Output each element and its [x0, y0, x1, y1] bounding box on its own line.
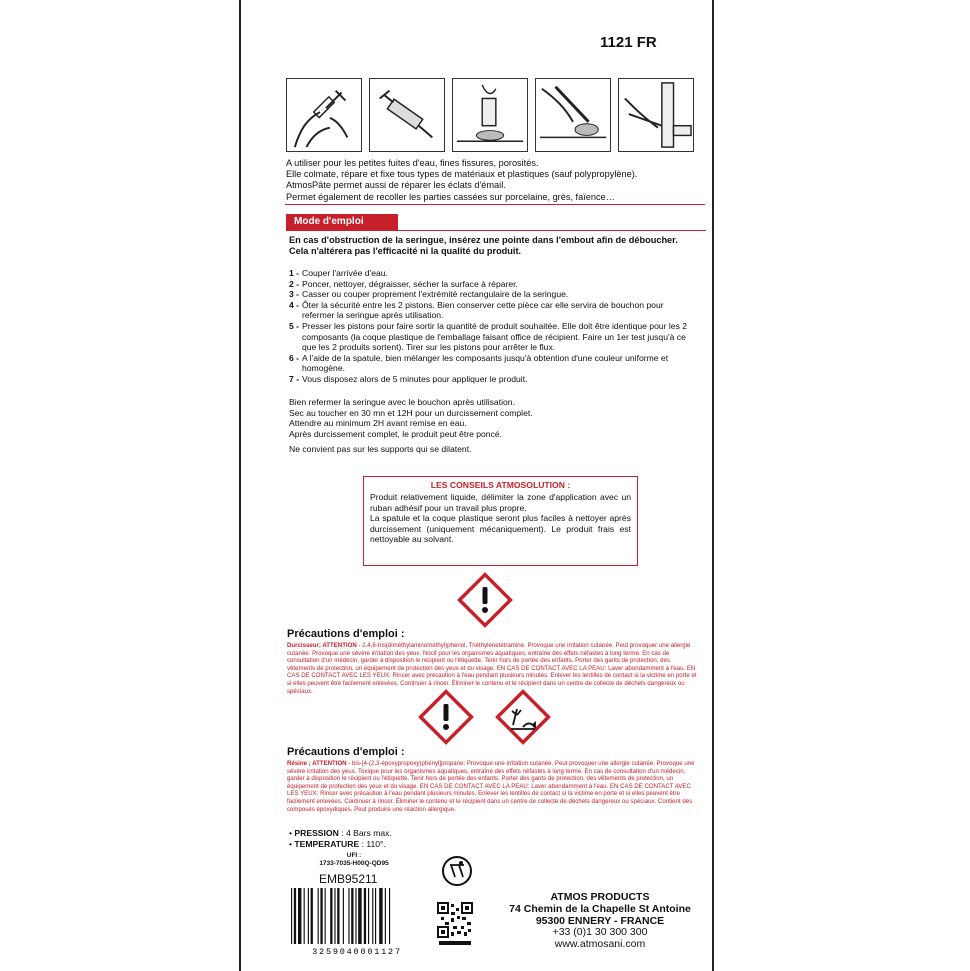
syringe-icon	[369, 78, 445, 152]
barcode-bar	[330, 888, 332, 944]
intro-text	[286, 158, 706, 203]
environment-hazard-icon	[495, 689, 551, 745]
emb-code: EMB95211	[319, 872, 378, 886]
barcode-bar	[343, 888, 344, 944]
barcode-bar	[355, 888, 356, 944]
precautions-durcisseur-title: Précautions d'emploi :	[287, 628, 405, 640]
barcode-bar	[348, 888, 349, 944]
product-reference: 1121 FR	[600, 34, 657, 51]
recycling-info-icon	[441, 855, 473, 893]
list-item: 5 - Presser les pistons pour faire sortir la quantité de produit souhaitée. Elle doit être identique pour les 2 composants (la coque plastique de l'emballage faisant office de récipient. Faire un 1er test jusqu'à ce que les 2 produits sortent). Tirer sur les pistons pour arrêter le flux.	[289, 320, 688, 353]
company-phone: +33 (0)1 30 300 300	[552, 926, 648, 939]
intro-line: AtmosPâte permet aussi de réparer les éclats d'émail.	[286, 180, 506, 191]
ufi-label: UFI :	[346, 852, 362, 859]
barcode-bar	[385, 888, 386, 944]
note-line: Après durcissement complet, le produit peut être poncé.	[289, 428, 503, 439]
barcode-bar	[372, 888, 373, 944]
dispense-icon	[452, 78, 528, 152]
barcode-bar	[334, 888, 335, 944]
barcode-bar	[304, 888, 305, 944]
precautions-durcisseur-text: Durcisseur; ATTENTION - 2,4,6-tris(diméthylaminométhyl)phénol, Triéthylènetétramine. Provoque une irritation cutanée. Peut provoquer une allergie cutanée. Provoque une sévère irritation des yeux. Nocif pour les organismes aquatiques, entraîne des effets néfastes à long terme. En cas de consultation d'un médecin, garder à disposition le récipient ou l'étiquette. Tenir hors de portée des enfants. Porter des gants de protection, des vêtements de protection, un équipement de protection des yeux et du visage. EN CAS DE CONTACT AVEC LA PEAU: Laver abondamment à l'eau. EN CAS DE CONTACT AVEC LES YEUX: Rincer avec précaution à l'eau pendant plusieurs minutes. Enlever les lentilles de contact si la victime en porte et si elles peuvent être facilement enlevées. Continuer à rincer. Éliminer le contenu et le récipient dans un centre de collecte de déchets dangereux ou spéciaux.	[287, 642, 697, 695]
company-city: 95300 ENNERY - FRANCE	[535, 914, 665, 927]
mode-emploi-title: Mode d'emploi	[286, 214, 398, 230]
pressure-spec: • PRESSION : 4 Bars max.	[289, 828, 392, 838]
note-line: Sec au toucher en 30 mn et 12H pour un durcissement complet.	[289, 407, 533, 418]
conseils-text: La spatule et la coque plastique seront plus faciles à nettoyer après durcissement (uniquement mécaniquement). Le produit frais est nettoyable au solvant.	[370, 513, 631, 545]
intro-line: Elle colmate, répare et fixe tous types de matériaux et plastiques (sauf polypropylène).	[286, 169, 638, 180]
barcode-bar	[368, 888, 369, 944]
note-line: Bien refermer la seringue avec le bouchon après utilisation.	[289, 397, 515, 407]
pipe-repair-icon	[618, 78, 694, 152]
barcode-bar	[298, 888, 301, 944]
list-item: 7 - Vous disposez alors de 5 minutes pour appliquer le produit.	[289, 373, 528, 384]
note-line: Ne convient pas sur les supports qui se dilatent.	[289, 444, 472, 455]
company-address	[495, 892, 705, 951]
usage-pictograms	[286, 78, 694, 152]
obstruction-warning: En cas d'obstruction de la seringue, insérez une pointe dans l'embout afin de déboucher. Cela n'altérera pas l'efficacité ni la qualité du produit.	[289, 235, 678, 256]
ufi-value: 1733-7035-H00Q-QD95	[319, 860, 389, 867]
note-line: Attendre au minimum 2H avant remise en eau.	[289, 418, 467, 429]
product-specs	[289, 828, 392, 850]
conseils-text: Produit relativement liquide, délimiter la zone d'application avec un ruban adhésif pour un travail plus propre.	[370, 492, 631, 513]
company-website[interactable]: www.atmosani.com	[554, 938, 646, 951]
conseils-title: LES CONSEILS ATMOSOLUTION :	[430, 480, 571, 490]
instruction-steps	[289, 268, 689, 385]
qr-code-icon	[437, 902, 473, 946]
precautions-resine-title: Précautions d'emploi :	[287, 746, 405, 758]
list-item: 3 - Casser ou couper proprement l'extrémité rectangulaire de la seringue.	[289, 289, 569, 300]
company-street: 74 Chemin de la Chapelle St Antoine	[509, 902, 691, 915]
barcode-bar	[337, 888, 339, 944]
syringe-hands-icon	[286, 78, 362, 152]
barcode-bar	[311, 888, 313, 944]
list-item: 6 - A l'aide de la spatule, bien mélanger les composants jusqu'à obtention d'une couleur uniforme et homogène.	[289, 352, 669, 374]
precautions-resine-text: Résine ; ATTENTION - bis-[4-(2,3-époxypropoxy)phényl]propane; Provoque une irritation cutanée. Peut provoquer une allergie cutanée. Provoque une sévère irritation des yeux. Toxique pour les organismes aquatiques, entraîne des effets néfastes à long terme. En cas de consultation d'un médecin, garder à disposition le récipient ou l'étiquette. Tenir hors de portée des enfants. Porter des gants de protection, des vêtements de protection, un équipement de protection des yeux et du visage. EN CAS DE CONTACT AVEC LA PEAU: Laver abondamment à l'eau. EN CAS DE CONTACT AVEC LES YEUX: Rincer avec précaution à l'eau pendant plusieurs minutes. Enlever les lentilles de contact si la victime en porte et si elles peuvent être facilement enlevées. Continuer à rincer. Éliminer le contenu et le récipient dans un centre de collecte de déchets dangereux ou spéciaux. Contient des composés époxydiques. Peut produire une réaction allergique.	[287, 760, 695, 813]
temperature-spec: • TEMPERATURE : 110°.	[289, 839, 386, 849]
exclamation-hazard-icon	[457, 572, 513, 628]
ufi-code	[299, 852, 409, 868]
barcode-bar	[294, 888, 296, 944]
barcode-bar	[389, 888, 390, 944]
barcode-bar	[379, 888, 382, 944]
barcode-bar	[375, 888, 376, 944]
divider	[286, 230, 706, 231]
product-label-sheet	[239, 0, 714, 971]
barcode-bar	[308, 888, 309, 944]
barcode-bar	[325, 888, 326, 944]
barcode-bar	[358, 888, 361, 944]
barcode-bar	[291, 888, 292, 944]
list-item: 4 - Ôter la sécurité entre les 2 pistons. Bien conserver cette pièce car elle servira de bouchon pour refermer la seringue après utilisation.	[289, 299, 664, 321]
list-item: 1 - Couper l'arrivée d'eau.	[289, 268, 388, 278]
barcode-bar	[351, 888, 353, 944]
barcode-number: 3259040001127	[312, 947, 402, 956]
exclamation-hazard-icon	[418, 689, 474, 745]
barcode-bar	[364, 888, 366, 944]
divider	[285, 204, 705, 205]
spatula-mix-icon	[535, 78, 611, 152]
list-item: 2 - Poncer, nettoyer, dégraisser, sécher la surface à réparer.	[289, 278, 518, 289]
company-name: ATMOS PRODUCTS	[550, 891, 650, 903]
conseils-box	[363, 476, 638, 566]
intro-line: A utiliser pour les petites fuites d'eau, fines fissures, porosités.	[286, 158, 539, 168]
intro-line: Permet également de recoller les parties cassées sur porcelaine, grès, faïence…	[286, 191, 615, 202]
barcode-bar	[318, 888, 319, 944]
after-use-notes	[289, 397, 549, 455]
barcode-bar	[320, 888, 322, 944]
barcode	[289, 886, 425, 956]
